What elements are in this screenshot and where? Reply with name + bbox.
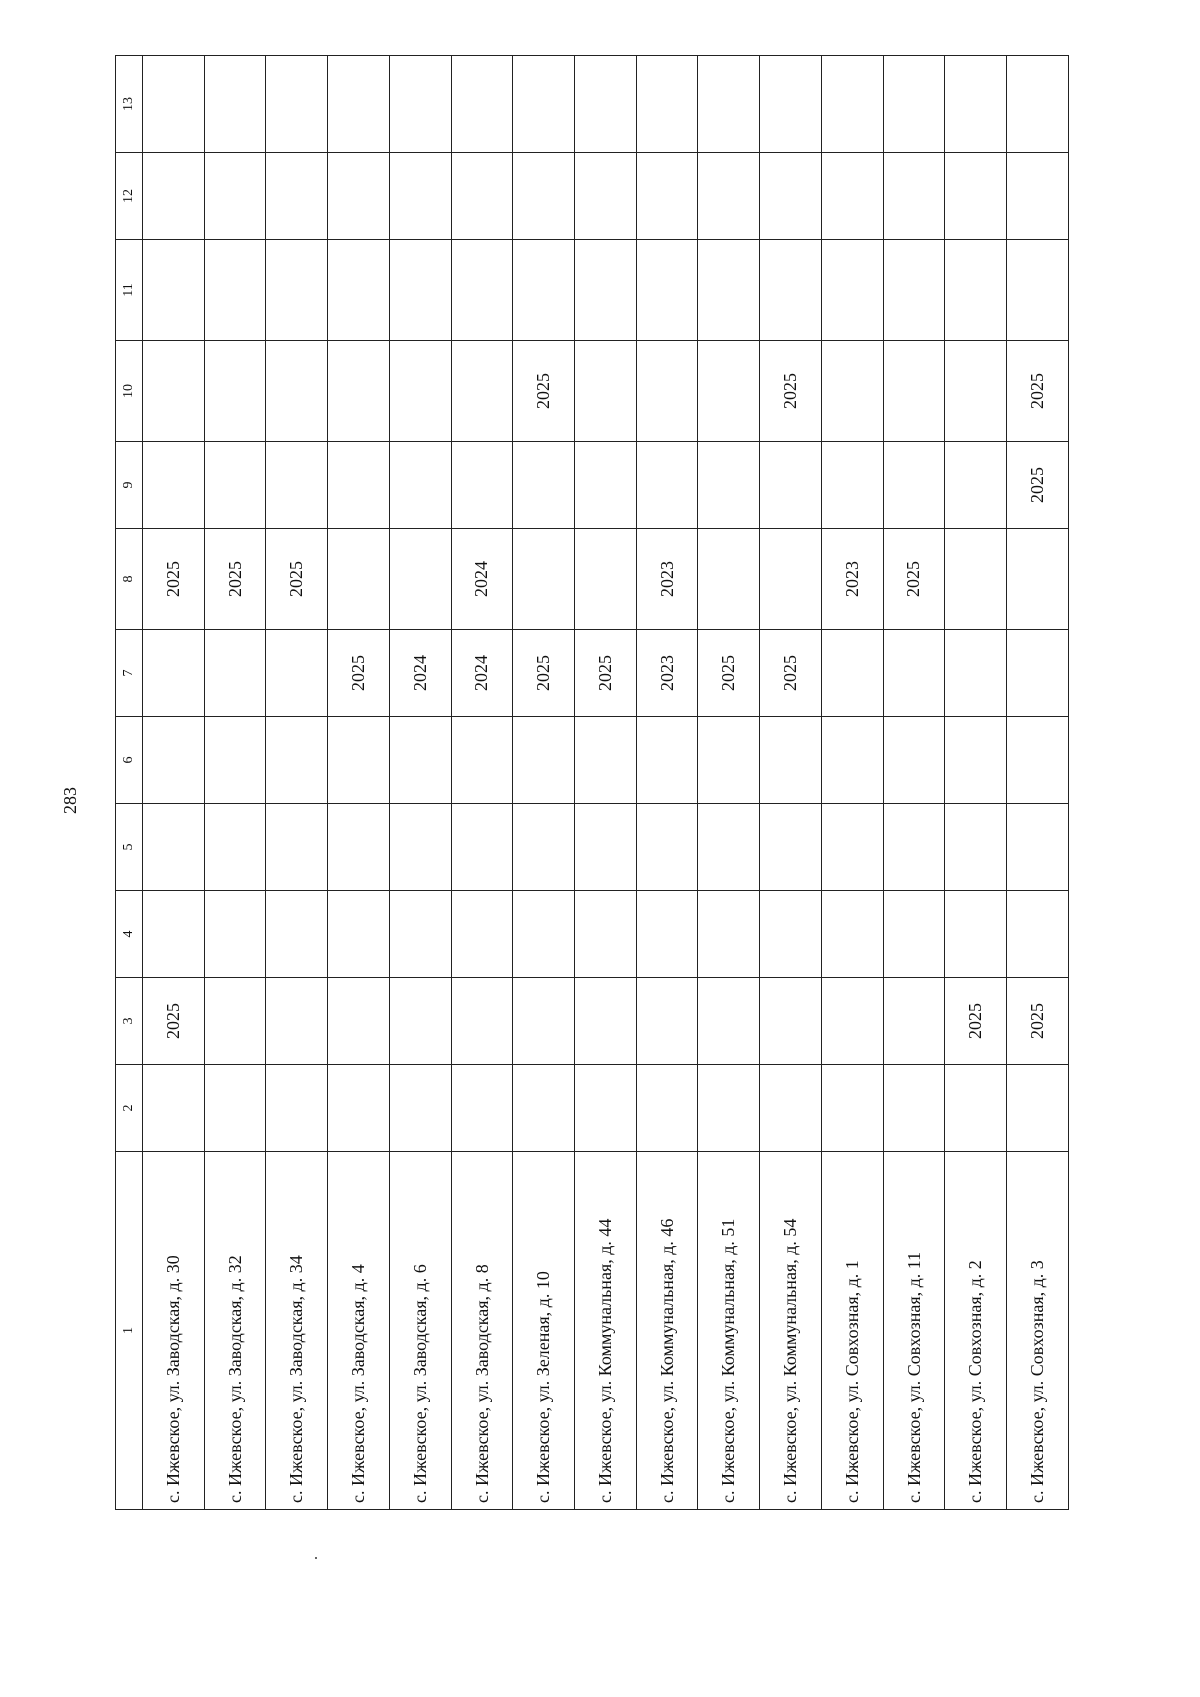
year-cell-col-6 [575, 717, 637, 804]
year-cell-col-5 [513, 804, 575, 891]
year-cell-col-2 [143, 1065, 205, 1152]
year-cell-col-3 [266, 978, 328, 1065]
year-cell-col-2 [575, 1065, 637, 1152]
column-header-1: 1 [116, 1152, 143, 1510]
year-cell-col-12 [1007, 153, 1069, 240]
year-cell-col-11 [760, 240, 822, 341]
table-row [328, 56, 390, 1510]
year-cell-col-6 [883, 717, 945, 804]
year-cell-col-3 [389, 978, 451, 1065]
year-cell-col-4 [143, 891, 205, 978]
year-cell-col-6 [513, 717, 575, 804]
year-cell-col-12 [266, 153, 328, 240]
year-cell-col-8 [328, 529, 390, 630]
year-cell-col-6 [204, 717, 266, 804]
address-cell: с. Ижевское, ул. Заводская, д. 34 [266, 1152, 328, 1510]
year-cell-col-5 [698, 804, 760, 891]
year-cell-col-9 [266, 442, 328, 529]
year-cell-col-2 [389, 1065, 451, 1152]
year-cell-col-6 [389, 717, 451, 804]
year-cell-col-4 [204, 891, 266, 978]
year-cell-col-8: 2025 [266, 529, 328, 630]
column-header-4: 4 [116, 891, 143, 978]
year-cell-col-9 [945, 442, 1007, 529]
column-header-10: 10 [116, 341, 143, 442]
year-cell-col-12 [389, 153, 451, 240]
table-body [143, 56, 1069, 1510]
year-cell-col-11 [143, 240, 205, 341]
year-cell-col-9 [389, 442, 451, 529]
year-cell-col-4 [821, 891, 883, 978]
year-cell-col-8: 2023 [636, 529, 698, 630]
year-cell-col-10 [575, 341, 637, 442]
year-cell-col-11 [821, 240, 883, 341]
address-cell: с. Ижевское, ул. Коммунальная, д. 51 [698, 1152, 760, 1510]
year-cell-col-10 [143, 341, 205, 442]
year-cell-col-5 [760, 804, 822, 891]
year-cell-col-13 [266, 56, 328, 153]
year-cell-col-9 [328, 442, 390, 529]
year-cell-col-13 [698, 56, 760, 153]
year-cell-col-9 [513, 442, 575, 529]
address-cell: с. Ижевское, ул. Коммунальная, д. 44 [575, 1152, 637, 1510]
year-cell-col-8: 2025 [204, 529, 266, 630]
year-cell-col-5 [883, 804, 945, 891]
year-cell-col-10: 2025 [513, 341, 575, 442]
year-cell-col-13 [945, 56, 1007, 153]
document-table-wrapper [115, 70, 1069, 1510]
year-cell-col-11 [575, 240, 637, 341]
year-cell-col-3: 2025 [1007, 978, 1069, 1065]
year-cell-col-4 [266, 891, 328, 978]
column-header-3: 3 [116, 978, 143, 1065]
year-cell-col-8 [1007, 529, 1069, 630]
year-cell-col-8 [945, 529, 1007, 630]
year-cell-col-13 [883, 56, 945, 153]
address-cell: с. Ижевское, ул. Заводская, д. 8 [451, 1152, 513, 1510]
table-row [389, 56, 451, 1510]
year-cell-col-9 [143, 442, 205, 529]
year-cell-col-8 [760, 529, 822, 630]
year-cell-col-7: 2025 [575, 630, 637, 717]
year-cell-col-10 [821, 341, 883, 442]
year-cell-col-7: 2025 [760, 630, 822, 717]
year-cell-col-7: 2025 [513, 630, 575, 717]
year-cell-col-2 [451, 1065, 513, 1152]
year-cell-col-5 [945, 804, 1007, 891]
table-row [636, 56, 698, 1510]
column-header-12: 12 [116, 153, 143, 240]
year-cell-col-8 [513, 529, 575, 630]
year-cell-col-10 [636, 341, 698, 442]
year-cell-col-8 [698, 529, 760, 630]
scan-speck [315, 1557, 317, 1559]
year-cell-col-2 [636, 1065, 698, 1152]
year-cell-col-12 [575, 153, 637, 240]
year-cell-col-10 [451, 341, 513, 442]
year-cell-col-9 [451, 442, 513, 529]
year-cell-col-4 [389, 891, 451, 978]
column-header-6: 6 [116, 717, 143, 804]
year-cell-col-12 [143, 153, 205, 240]
address-cell: с. Ижевское, ул. Заводская, д. 32 [204, 1152, 266, 1510]
table-row [883, 56, 945, 1510]
table-row [945, 56, 1007, 1510]
address-cell: с. Ижевское, ул. Заводская, д. 6 [389, 1152, 451, 1510]
header-row [116, 56, 143, 1510]
year-cell-col-12 [821, 153, 883, 240]
year-cell-col-8: 2023 [821, 529, 883, 630]
year-cell-col-11 [328, 240, 390, 341]
year-cell-col-13 [1007, 56, 1069, 153]
year-cell-col-9 [821, 442, 883, 529]
year-cell-col-9 [760, 442, 822, 529]
year-cell-col-12 [945, 153, 1007, 240]
page-number-text: 283 [59, 786, 80, 814]
address-cell: с. Ижевское, ул. Заводская, д. 30 [143, 1152, 205, 1510]
year-cell-col-4 [575, 891, 637, 978]
year-cell-col-10: 2025 [1007, 341, 1069, 442]
year-cell-col-9 [575, 442, 637, 529]
year-cell-col-12 [328, 153, 390, 240]
year-cell-col-12 [698, 153, 760, 240]
year-cell-col-11 [513, 240, 575, 341]
table-row [266, 56, 328, 1510]
address-cell: с. Ижевское, ул. Совхозная, д. 2 [945, 1152, 1007, 1510]
table-row [760, 56, 822, 1510]
year-cell-col-4 [451, 891, 513, 978]
year-cell-col-4 [328, 891, 390, 978]
year-cell-col-5 [636, 804, 698, 891]
column-header-13: 13 [116, 56, 143, 153]
year-cell-col-9 [698, 442, 760, 529]
year-cell-col-10 [204, 341, 266, 442]
table-row [821, 56, 883, 1510]
year-cell-col-13 [451, 56, 513, 153]
year-cell-col-2 [760, 1065, 822, 1152]
year-cell-col-6 [760, 717, 822, 804]
address-cell: с. Ижевское, ул. Коммунальная, д. 54 [760, 1152, 822, 1510]
year-cell-col-6 [451, 717, 513, 804]
column-header-2: 2 [116, 1065, 143, 1152]
year-cell-col-7: 2023 [636, 630, 698, 717]
year-cell-col-4 [760, 891, 822, 978]
year-cell-col-7 [143, 630, 205, 717]
year-cell-col-4 [513, 891, 575, 978]
year-cell-col-5 [451, 804, 513, 891]
table-row [204, 56, 266, 1510]
table-row [513, 56, 575, 1510]
year-cell-col-10: 2025 [760, 341, 822, 442]
table-row [1007, 56, 1069, 1510]
year-cell-col-11 [451, 240, 513, 341]
year-cell-col-12 [636, 153, 698, 240]
year-cell-col-13 [513, 56, 575, 153]
year-cell-col-12 [513, 153, 575, 240]
year-cell-col-7: 2025 [328, 630, 390, 717]
year-cell-col-7 [945, 630, 1007, 717]
address-cell: с. Ижевское, ул. Совхозная, д. 11 [883, 1152, 945, 1510]
address-cell: с. Ижевское, ул. Совхозная, д. 1 [821, 1152, 883, 1510]
year-cell-col-13 [821, 56, 883, 153]
year-cell-col-2 [1007, 1065, 1069, 1152]
year-cell-col-7 [821, 630, 883, 717]
year-cell-col-3: 2025 [945, 978, 1007, 1065]
year-cell-col-8: 2025 [883, 529, 945, 630]
year-cell-col-3 [575, 978, 637, 1065]
year-cell-col-10 [945, 341, 1007, 442]
year-cell-col-9 [883, 442, 945, 529]
year-cell-col-11 [389, 240, 451, 341]
table-row [451, 56, 513, 1510]
year-cell-col-10 [698, 341, 760, 442]
year-cell-col-3 [451, 978, 513, 1065]
year-cell-col-13 [328, 56, 390, 153]
year-cell-col-3: 2025 [143, 978, 205, 1065]
address-cell: с. Ижевское, ул. Зеленая, д. 10 [513, 1152, 575, 1510]
address-cell: с. Ижевское, ул. Коммунальная, д. 46 [636, 1152, 698, 1510]
year-cell-col-8 [389, 529, 451, 630]
year-cell-col-11 [1007, 240, 1069, 341]
year-cell-col-6 [328, 717, 390, 804]
year-cell-col-10 [389, 341, 451, 442]
year-cell-col-5 [575, 804, 637, 891]
year-cell-col-6 [698, 717, 760, 804]
year-cell-col-11 [698, 240, 760, 341]
year-cell-col-3 [204, 978, 266, 1065]
year-cell-col-2 [266, 1065, 328, 1152]
year-cell-col-3 [883, 978, 945, 1065]
column-header-11: 11 [116, 240, 143, 341]
year-cell-col-5 [389, 804, 451, 891]
year-cell-col-8: 2025 [143, 529, 205, 630]
year-cell-col-9 [204, 442, 266, 529]
year-cell-col-2 [204, 1065, 266, 1152]
year-cell-col-5 [143, 804, 205, 891]
address-cell: с. Ижевское, ул. Совхозная, д. 3 [1007, 1152, 1069, 1510]
year-cell-col-4 [1007, 891, 1069, 978]
year-cell-col-7 [266, 630, 328, 717]
year-cell-col-4 [636, 891, 698, 978]
year-cell-col-2 [821, 1065, 883, 1152]
year-cell-col-7 [1007, 630, 1069, 717]
year-cell-col-5 [1007, 804, 1069, 891]
year-cell-col-10 [328, 341, 390, 442]
year-cell-col-8 [575, 529, 637, 630]
year-cell-col-6 [266, 717, 328, 804]
year-cell-col-9: 2025 [1007, 442, 1069, 529]
column-header-7: 7 [116, 630, 143, 717]
year-cell-col-13 [143, 56, 205, 153]
year-cell-col-2 [698, 1065, 760, 1152]
year-cell-col-12 [204, 153, 266, 240]
year-cell-col-5 [204, 804, 266, 891]
year-cell-col-6 [945, 717, 1007, 804]
year-cell-col-11 [266, 240, 328, 341]
year-cell-col-12 [451, 153, 513, 240]
year-cell-col-6 [1007, 717, 1069, 804]
table-row [143, 56, 205, 1510]
year-cell-col-11 [883, 240, 945, 341]
year-cell-col-2 [883, 1065, 945, 1152]
year-cell-col-4 [945, 891, 1007, 978]
year-cell-col-3 [636, 978, 698, 1065]
page-number [50, 760, 90, 840]
year-cell-col-2 [513, 1065, 575, 1152]
year-cell-col-7 [883, 630, 945, 717]
year-cell-col-7: 2024 [451, 630, 513, 717]
year-cell-col-11 [636, 240, 698, 341]
year-cell-col-10 [266, 341, 328, 442]
year-cell-col-3 [513, 978, 575, 1065]
year-cell-col-8: 2024 [451, 529, 513, 630]
year-cell-col-12 [760, 153, 822, 240]
year-cell-col-10 [883, 341, 945, 442]
year-cell-col-3 [698, 978, 760, 1065]
year-cell-col-7: 2025 [698, 630, 760, 717]
year-cell-col-7 [204, 630, 266, 717]
column-header-5: 5 [116, 804, 143, 891]
year-cell-col-13 [389, 56, 451, 153]
year-cell-col-5 [266, 804, 328, 891]
year-cell-col-2 [328, 1065, 390, 1152]
year-cell-col-4 [883, 891, 945, 978]
year-cell-col-11 [945, 240, 1007, 341]
year-cell-col-5 [821, 804, 883, 891]
year-cell-col-13 [204, 56, 266, 153]
year-cell-col-5 [328, 804, 390, 891]
year-cell-col-6 [821, 717, 883, 804]
year-cell-col-7: 2024 [389, 630, 451, 717]
year-cell-col-3 [821, 978, 883, 1065]
year-cell-col-2 [945, 1065, 1007, 1152]
year-cell-col-4 [698, 891, 760, 978]
column-header-9: 9 [116, 442, 143, 529]
year-cell-col-13 [636, 56, 698, 153]
year-cell-col-3 [328, 978, 390, 1065]
table-row [698, 56, 760, 1510]
table-row [575, 56, 637, 1510]
year-cell-col-6 [143, 717, 205, 804]
year-cell-col-12 [883, 153, 945, 240]
year-cell-col-9 [636, 442, 698, 529]
year-cell-col-6 [636, 717, 698, 804]
schedule-table [115, 55, 1069, 1510]
column-header-8: 8 [116, 529, 143, 630]
year-cell-col-13 [760, 56, 822, 153]
year-cell-col-3 [760, 978, 822, 1065]
year-cell-col-13 [575, 56, 637, 153]
address-cell: с. Ижевское, ул. Заводская, д. 4 [328, 1152, 390, 1510]
year-cell-col-11 [204, 240, 266, 341]
